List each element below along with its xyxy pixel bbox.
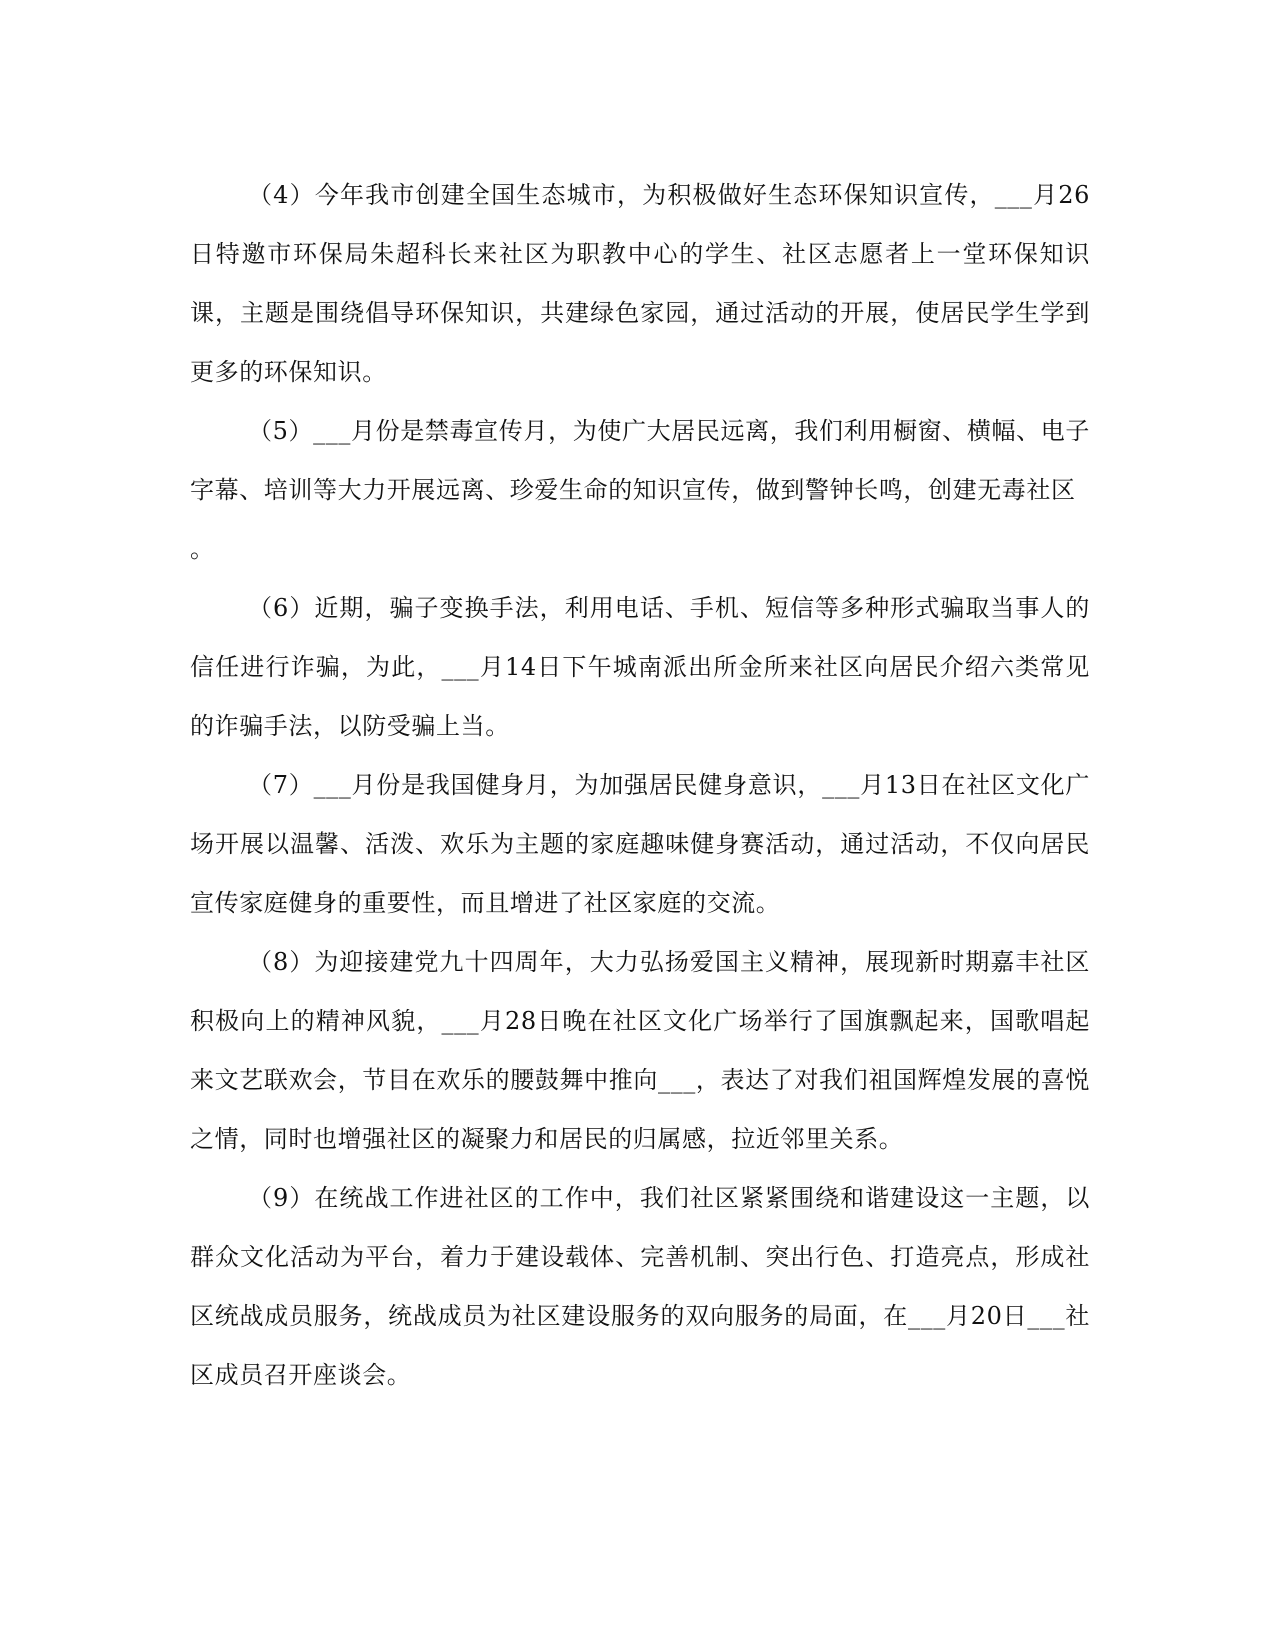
- document-body: [190, 166, 1090, 1405]
- paragraph-5-trailing-period: 。: [190, 535, 215, 563]
- paragraph-9: （9）在统战工作进社区的工作中，我们社区紧紧围绕和谐建设这一主题，以群众文化活动为平台，着力于建设载体、完善机制、突出行色、打造亮点，形成社区统战成员服务，统战成员为社区建设服务的双向服务的局面，在___月20日___社区成员召开座谈会。: [190, 1184, 1090, 1389]
- paragraph-4: （4）今年我市创建全国生态城市，为积极做好生态环保知识宣传，___月26日特邀市环保局朱超科长来社区为职教中心的学生、社区志愿者上一堂环保知识课，主题是围绕倡导环保知识，共建绿色家园，通过活动的开展，使居民学生学到更多的环保知识。: [190, 181, 1090, 386]
- paragraph-5: [190, 402, 1090, 579]
- paragraph-5-text: （5）___月份是禁毒宣传月，为使广大居民远离，我们利用橱窗、横幅、电子字幕、培训等大力开展远离、珍爱生命的知识宣传，做到警钟长鸣，创建无毒社区: [190, 417, 1090, 504]
- paragraph-6: （6）近期，骗子变换手法，利用电话、手机、短信等多种形式骗取当事人的信任进行诈骗，为此，___月14日下午城南派出所金所来社区向居民介绍六类常见的诈骗手法，以防受骗上当。: [190, 594, 1090, 740]
- paragraph-8: （8）为迎接建党九十四周年，大力弘扬爱国主义精神，展现新时期嘉丰社区积极向上的精神风貌，___月28日晚在社区文化广场举行了国旗飘起来，国歌唱起来文艺联欢会，节目在欢乐的腰鼓舞中推向___，表达了对我们祖国辉煌发展的喜悦之情，同时也增强社区的凝聚力和居民的归属感，拉近邻里关系。: [190, 948, 1090, 1153]
- paragraph-7: （7）___月份是我国健身月，为加强居民健身意识，___月13日在社区文化广场开展以温馨、活泼、欢乐为主题的家庭趣味健身赛活动，通过活动，不仅向居民宣传家庭健身的重要性，而且增进了社区家庭的交流。: [190, 771, 1090, 917]
